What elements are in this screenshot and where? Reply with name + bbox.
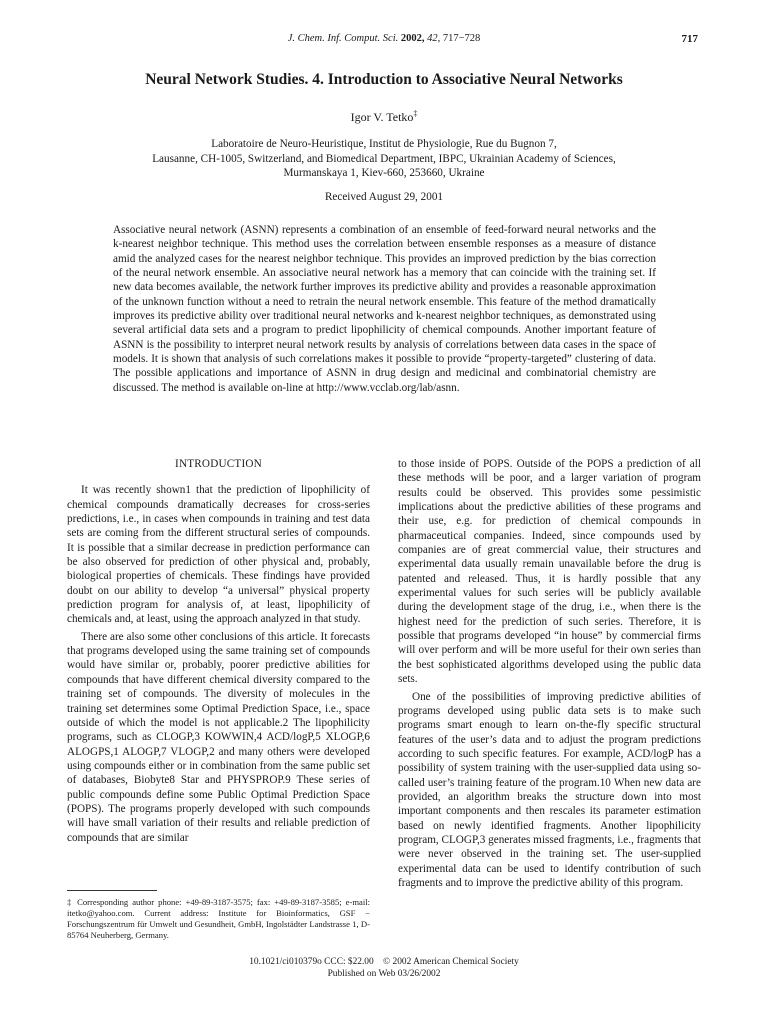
page-footer bbox=[0, 957, 768, 980]
affiliation-line: Murmanskaya 1, Kiev-660, 253660, Ukraine bbox=[283, 167, 485, 179]
right-column bbox=[398, 457, 701, 890]
journal-name: J. Chem. Inf. Comput. Sci. bbox=[287, 33, 399, 44]
doi-line: 10.1021/ci010379o CCC: $22.00 © 2002 American Chemical Society bbox=[249, 957, 519, 967]
author-line bbox=[0, 109, 768, 125]
affiliation bbox=[110, 137, 658, 181]
body-paragraph: One of the possibilities of improving predictive abilities of programs developed using public data sets is to make such programs smart enough to learn on-the-fly specific structural features of the user’s data and to adjust the program predictions according to such specific features. For example, ACD/logP has a possibility of system training with the user-supplied data using so-called user’s training feature of the program.10 When new data are provided, an algorithm breaks the structure down into most important components and then rescales its parameter estimation based on newly identified fragments. Another lipophilicity program, CLOGP,3 generates missed fragments, i.e., fragments that were never observed in the training set. The user-supplied experimental data can be used to identify contribution of such fragments and to improve the predictive ability of this program. bbox=[398, 690, 701, 889]
page-number: 717 bbox=[681, 33, 698, 45]
left-column bbox=[67, 457, 370, 845]
author-footnote: ‡ Corresponding author phone: +49-89-3187-3575; fax: +49-89-3187-3585; e-mail: itetko@yahoo.com. Current address: Institute for Bioinformatics, GSF − Forschungszentrum für Umwelt und Gesundheit, GmbH, Ingolstädter Landstrasse 1, D-85764 Neuherberg, Germany. bbox=[67, 897, 370, 940]
article-title: Neural Network Studies. 4. Introduction to Associative Neural Networks bbox=[145, 71, 623, 88]
author-footnote-mark: ‡ bbox=[413, 109, 418, 118]
journal-year: 2002, bbox=[400, 33, 425, 44]
affiliation-line: Lausanne, CH-1005, Switzerland, and Biomedical Department, IBPC, Ukrainian Academy of Sciences, bbox=[152, 152, 616, 165]
received-date: Received August 29, 2001 bbox=[324, 191, 444, 203]
body-paragraph: It was recently shown1 that the prediction of lipophilicity of chemical compounds dramatically decreases for cross-series predictions, i.e., in cases when compounds in training and test data sets are coming from the different structural series of compounds. It is possible that a similar decrease in prediction performance can be also observed for prediction of other physical and, probably, biological properties of chemicals. These findings have provided doubt on our ability to develop “a universal” physical property prediction program for analysis of, at least, lipophilicity of chemicals and, at least, using the approach analyzed in that study. bbox=[67, 484, 370, 626]
journal-pages: 717−728 bbox=[442, 33, 481, 44]
published-date: Published on Web 03/26/2002 bbox=[327, 968, 441, 979]
journal-citation bbox=[0, 33, 768, 44]
affiliation-line: Laboratoire de Neuro-Heuristique, Institut de Physiologie, Rue du Bugnon 7, bbox=[211, 138, 557, 150]
body-paragraph: There are also some other conclusions of this article. It forecasts that programs developed using the same training set of compounds would have similar or, probably, poorer predictive abilities for compounds that have different chemical diversity compared to the training set of compounds. The diversity of molecules in the training set determines some Optimal Prediction Space, i.e., space outside of which the model is not applicable.2 The lipophilicity programs, such as CLOGP,3 KOWWIN,4 ACD/logP,5 XLOGP,6 ALOGPS,1 ALOGP,7 VLOGP,2 and many others were developed using compounds either or in combination from the same public set of databases, Biobyte8 Star and PHYSPROP.9 These series of public compounds define some Public Optimal Prediction Space (POPS). The programs properly developed with such compounds will have small variation of their results and reliable prediction of compounds that are similar bbox=[67, 630, 370, 844]
abstract: Associative neural network (ASNN) represents a combination of an ensemble of feed-forward neural networks and the k-nearest neighbor technique. This method uses the correlation between ensemble responses as a measure of distance amid the analyzed cases for the nearest neighbor technique. This provides an improved prediction by the bias correction of the neural network ensemble. An associative neural network has a memory that can coincide with the training set. If new data becomes available, the network further improves its predictive ability and provides a reasonable approximation of the unknown function without a need to retrain the neural network ensemble. This feature of the method dramatically improves its predictive ability over traditional neural networks and k-nearest neighbor techniques, as demonstrated using several artificial data sets and a program to predict lipophilicity of chemical compounds. Another important feature of ASNN is the possibility to interpret neural network results by analysis of correlations between data cases in the space of models. It is shown that analysis of such correlations makes it possible to provide “property-targeted” clustering of data. The possible applications and importance of ASNN in drug design and medicinal and combinatorial chemistry are discussed. The method is available on-line at http://www.vcclab.org/lab/asnn. bbox=[113, 224, 656, 394]
footnote-divider bbox=[67, 890, 157, 891]
running-head bbox=[0, 33, 768, 49]
section-heading-introduction: INTRODUCTION bbox=[175, 458, 262, 470]
author-name: Igor V. Tetko bbox=[350, 110, 414, 124]
journal-volume: 42, bbox=[427, 33, 441, 44]
body-paragraph: to those inside of POPS. Outside of the POPS a prediction of all these methods will be poor, and a larger variation of program results could be observed. This provides some pessimistic implications about the predictive abilities of these programs and their use, e.g. for prediction of chemical compounds in pharmaceutical companies. Indeed, since compounds used by companies are of great commercial value, their structures and experimental data usually remain unavailable before the drug is patented and released. Thus, it is hardly possible that any experimental values for such series will be publicly available during the development stage of the drug, i.e., when there is the highest need for the prediction of such series. Therefore, it is possible that programs developed “in house” by commercial firms will over perform and will be more useful for their own series than the best sophisticated algorithms developed using the public data sets. bbox=[398, 458, 701, 686]
